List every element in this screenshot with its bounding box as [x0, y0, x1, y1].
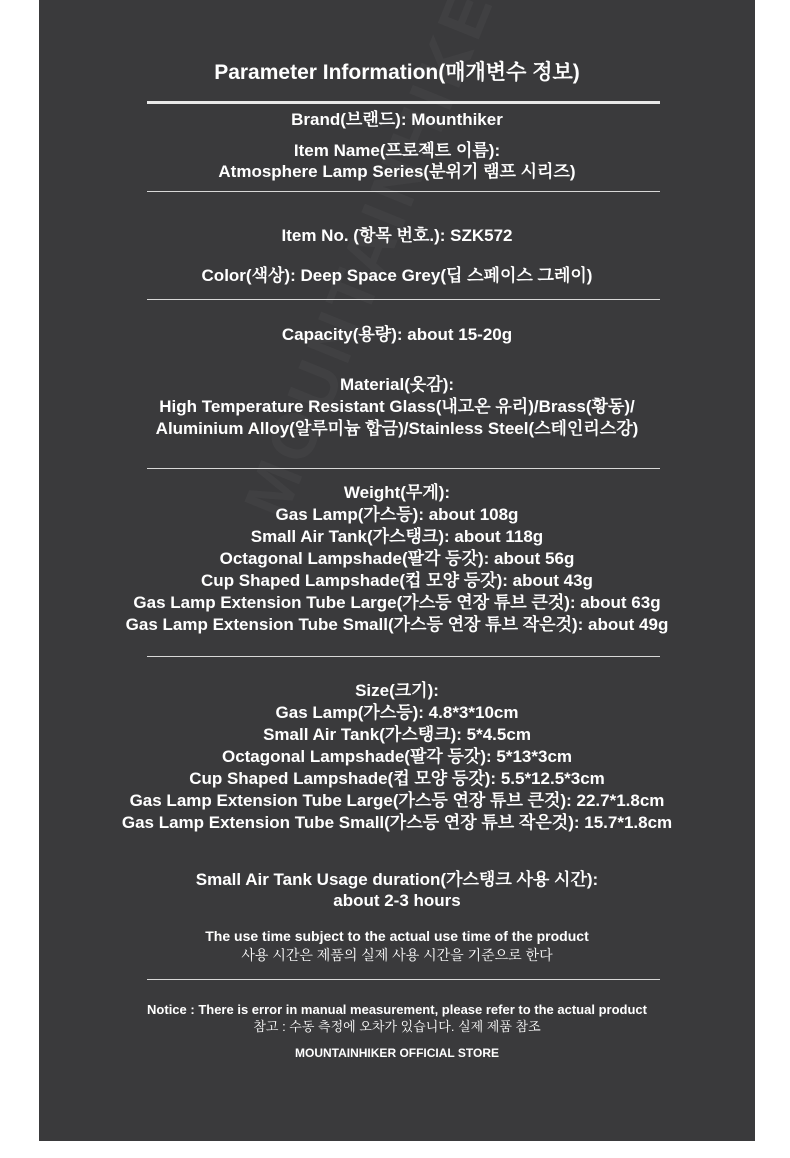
- title-divider: [147, 101, 660, 104]
- notice-english: Notice : There is error in manual measurement, please refer to the actual product: [147, 1002, 647, 1017]
- size-line: Small Air Tank(가스탱크): 5*4.5cm: [263, 725, 531, 744]
- weight-line: Octagonal Lampshade(팔각 등갓): about 56g: [219, 549, 575, 568]
- size-line: Cup Shaped Lampshade(컵 모양 등갓): 5.5*12.5*3cm: [189, 769, 605, 788]
- material-label: Material(옷감):: [339, 375, 455, 394]
- store-name: MOUNTAINHIKER OFFICIAL STORE: [295, 1046, 499, 1060]
- section-divider: [147, 468, 660, 469]
- parameter-panel: [39, 0, 755, 1141]
- usage-note-korean: 사용 시간은 제품의 실제 사용 시간을 기준으로 한다: [241, 947, 553, 963]
- material-line: High Temperature Resistant Glass(내고온 유리)/Brass(황동)/: [159, 397, 635, 416]
- weight-line: Gas Lamp(가스등): about 108g: [275, 505, 519, 524]
- size-line: Octagonal Lampshade(팔각 등갓): 5*13*3cm: [221, 747, 573, 766]
- page-title: Parameter Information(매개변수 정보): [214, 61, 580, 84]
- notice-korean: 참고 : 수동 측정에 오차가 있습니다. 실제 제품 참조: [253, 1019, 541, 1034]
- capacity-line: Capacity(용량): about 15-20g: [281, 325, 513, 344]
- material-line: Aluminium Alloy(알루미늄 합금)/Stainless Steel(스테인리스강): [155, 419, 639, 438]
- section-divider: [147, 299, 660, 300]
- usage-duration-value: about 2-3 hours: [333, 891, 461, 910]
- section-divider: [147, 656, 660, 657]
- size-line: Gas Lamp Extension Tube Small(가스등 연장 튜브 작은것): 15.7*1.8cm: [121, 813, 673, 832]
- weight-line: Cup Shaped Lampshade(컵 모양 등갓): about 43g: [201, 571, 593, 590]
- size-line: Gas Lamp Extension Tube Large(가스등 연장 튜브 큰것): 22.7*1.8cm: [129, 791, 665, 810]
- section-divider: [147, 979, 660, 980]
- weight-line: Gas Lamp Extension Tube Large(가스등 연장 튜브 큰것): about 63g: [133, 593, 661, 612]
- item-number-line: Item No. (항목 번호.): SZK572: [281, 226, 513, 245]
- size-line: Gas Lamp(가스등): 4.8*3*10cm: [275, 703, 519, 722]
- brand-line: Brand(브랜드): Mounthiker: [291, 110, 503, 129]
- weight-line: Gas Lamp Extension Tube Small(가스등 연장 튜브 작은것): about 49g: [125, 615, 669, 634]
- item-name-value: Atmosphere Lamp Series(분위기 램프 시리즈): [218, 162, 576, 181]
- item-name-label: Item Name(프로젝트 이름):: [293, 141, 501, 160]
- weight-line: Small Air Tank(가스탱크): about 118g: [250, 527, 544, 546]
- usage-duration-label: Small Air Tank Usage duration(가스탱크 사용 시간):: [195, 870, 599, 889]
- size-label: Size(크기):: [355, 681, 439, 700]
- section-divider: [147, 191, 660, 192]
- color-line: Color(색상): Deep Space Grey(딥 스페이스 그레이): [201, 266, 593, 285]
- weight-label: Weight(무게):: [343, 483, 451, 502]
- usage-note-english: The use time subject to the actual use time of the product: [205, 928, 589, 944]
